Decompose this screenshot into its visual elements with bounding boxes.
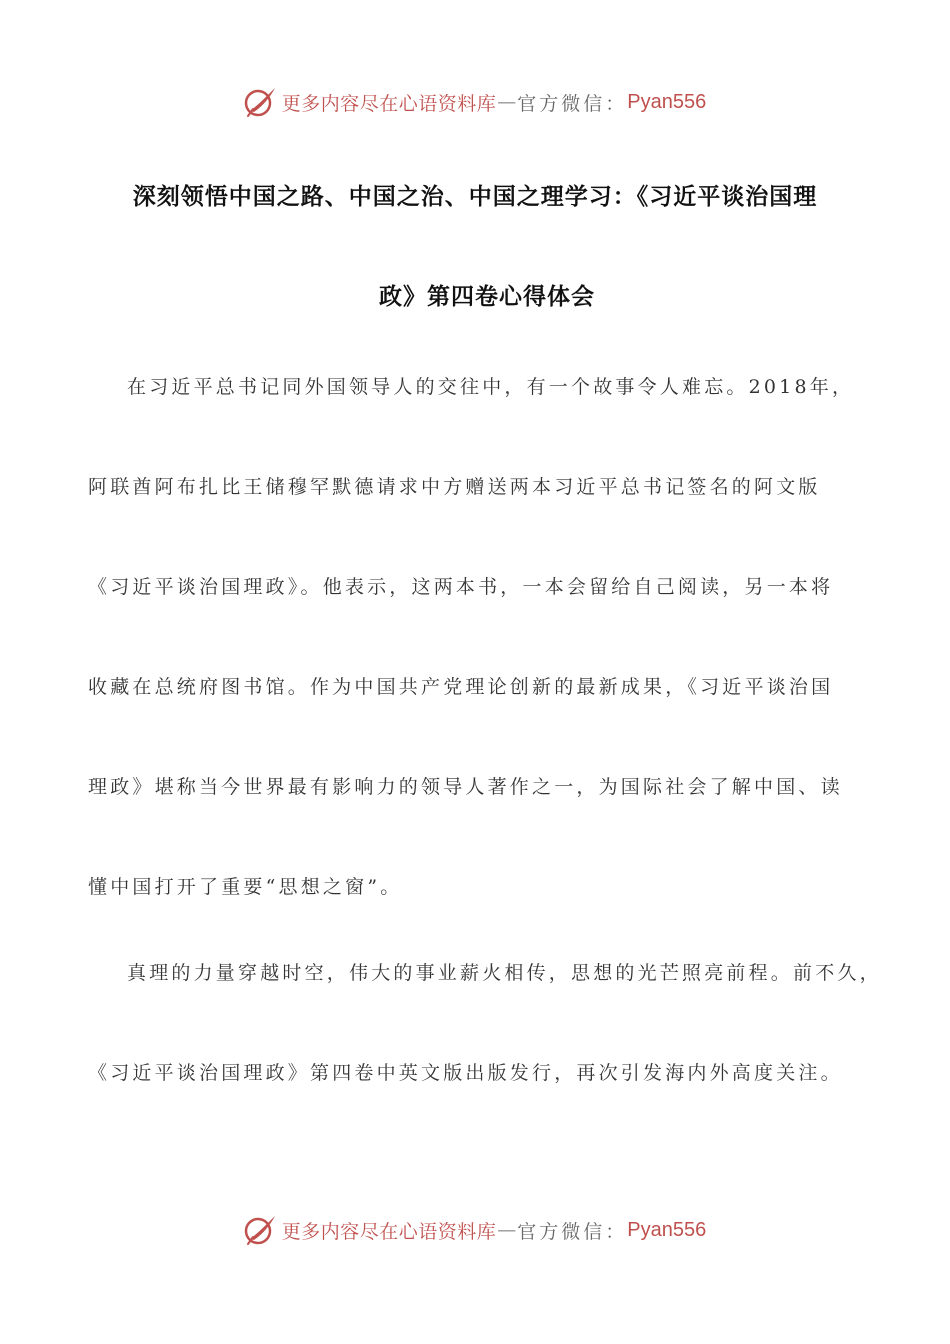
banner-text: 更多内容尽在心语资料库 (281, 92, 497, 115)
banner-wechat-id: Pyan556 (627, 90, 707, 113)
banner-separator: — (497, 1219, 517, 1241)
paragraph-line: 《习近平谈治国理政》。他表示，这两本书，一本会留给自己阅读，另一本将 (88, 576, 834, 598)
banner-wechat-label: 官方微信： (517, 92, 628, 115)
paragraph-line: 真理的力量穿越时空，伟大的事业薪火相传，思想的光芒照亮前程。前不久， (127, 962, 882, 984)
document-title-line-2: 政》第四卷心得体会 (379, 284, 595, 310)
paragraph-line: 懂中国打开了重要“思想之窗”。 (88, 876, 403, 898)
document-title-line-1: 深刻领悟中国之路、中国之治、中国之理学习：《习近平谈治国理 (132, 184, 818, 210)
banner-separator: — (497, 91, 517, 113)
paragraph-line: 在习近平总书记同外国领导人的交往中，有一个故事令人难忘。2018年， (127, 376, 855, 398)
paragraph-line: 阿联酋阿布扎比王储穆罕默德请求中方赠送两本习近平总书记签名的阿文版 (88, 476, 821, 498)
paragraph-line: 收藏在总统府图书馆。作为中国共产党理论创新的最新成果，《习近平谈治国 (88, 676, 834, 698)
header-banner (0, 84, 950, 120)
paragraph-line: 《习近平谈治国理政》第四卷中英文版出版发行，再次引发海内外高度关注。 (88, 1062, 843, 1084)
banner-wechat-id: Pyan556 (627, 1218, 707, 1241)
quill-pen-circle-icon (244, 85, 278, 119)
quill-pen-circle-icon (244, 1213, 278, 1247)
banner-text: 更多内容尽在心语资料库 (281, 1220, 497, 1243)
paragraph-line: 理政》堪称当今世界最有影响力的领导人著作之一，为国际社会了解中国、读 (88, 776, 843, 798)
footer-banner (0, 1212, 950, 1248)
banner-wechat-label: 官方微信： (517, 1220, 628, 1243)
